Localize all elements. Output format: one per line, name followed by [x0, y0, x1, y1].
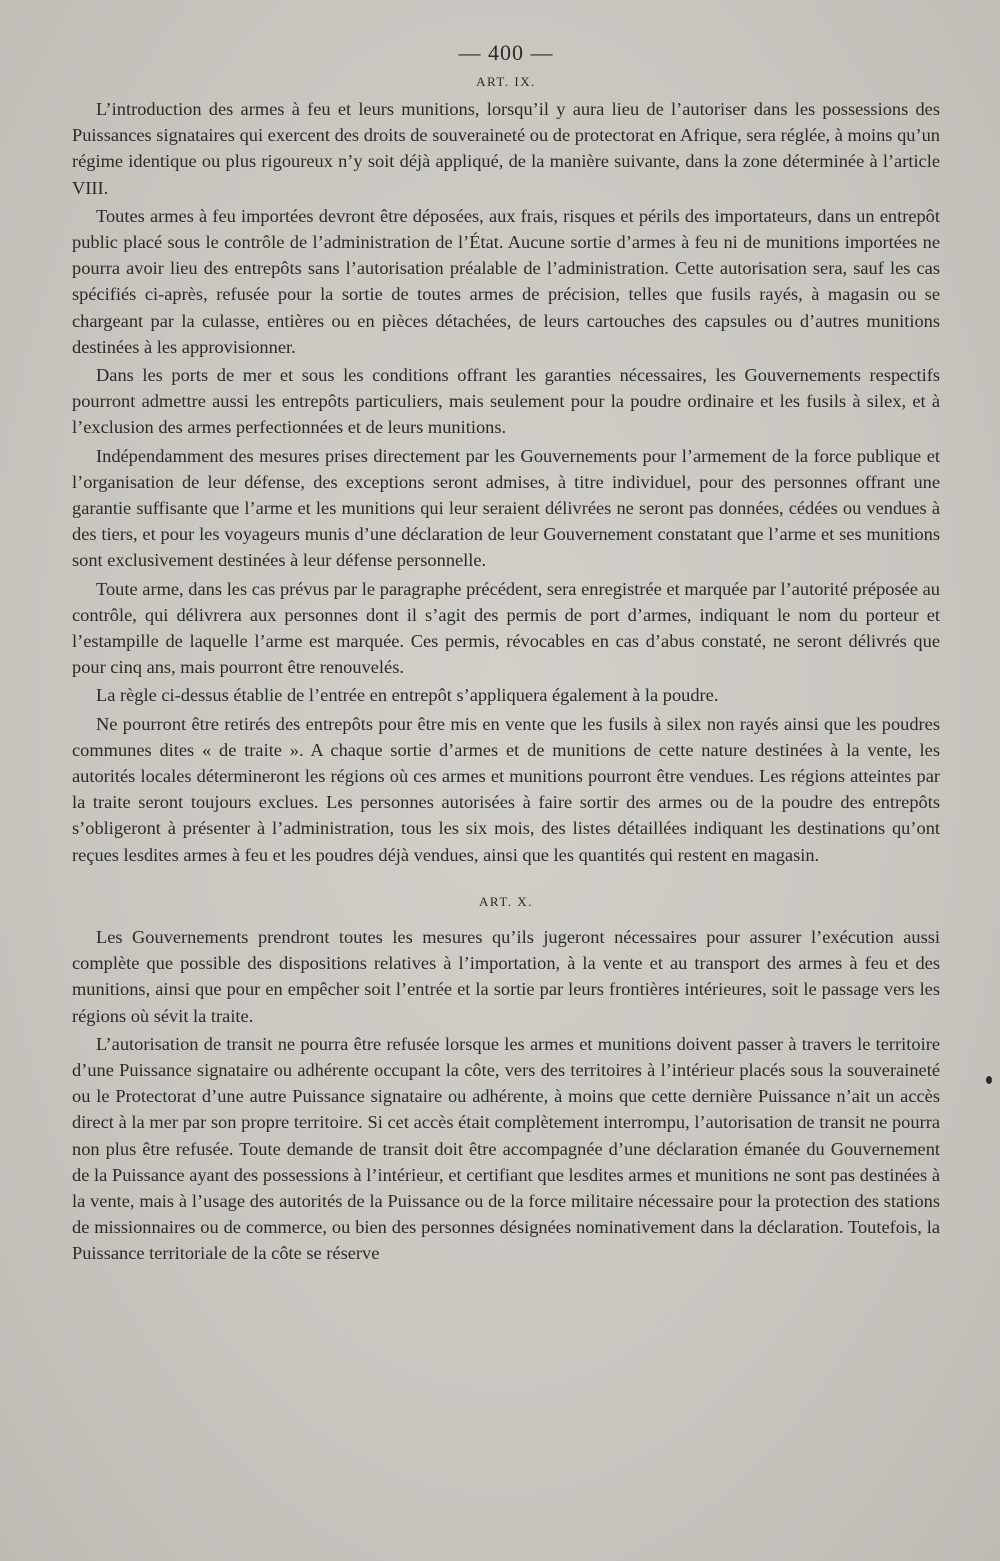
article-heading-ix: ART. IX.: [476, 74, 536, 89]
paragraph: L’autorisation de transit ne pourra être refusée lorsque les armes et munitions doivent passer à travers le territoire d’une Puissance signataire ou adhérente occupant la côte, vers des territoires à l’intérieur placés sous la souveraineté ou le Protectorat d’une autre Puissance signataire ou adhérente, à moins que cette dernière Puissance n’ait un accès direct à la mer par son propre territoire. Si cet accès était complètement interrompu, l’autorisation de transit ne pourra non plus être refusée. Toute demande de transit doit être accompagnée d’une déclaration émanée du Gouvernement de la Puissance ayant des possessions à l’intérieur, et certifiant que lesdites armes et munitions ne sont pas destinées à la vente, mais à l’usage des autorités de la Puissance ou de la force militaire nécessaire pour la protection des stations de missionnaires ou de commerce, ou bien des personnes désignées nominativement dans la déclaration. Toutefois, la Puissance territoriale de la côte se réserve: [72, 1033, 940, 1264]
book-page: [72, 38, 940, 1269]
paragraph: Ne pourront être retirés des entrepôts pour être mis en vente que les fusils à silex non rayés ainsi que les poudres communes dites « de traite ». A chaque sortie d’armes et de munitions de cette nature destinées à la vente, les autorités locales détermineront les régions où ces armes et munitions pourront être vendues. Les régions atteintes par la traite seront toujours exclues. Les personnes autorisées à faire sortir des armes ou de la poudre des entrepôts s’obligeront à présenter à l’administration, tous les six mois, des listes détaillées indiquant les destinations qu’ont reçues lesdites armes à feu et les poudres déjà vendues, ainsi que les quantités qui restent en magasin.: [72, 713, 940, 865]
paragraph: Dans les ports de mer et sous les conditions offrant les garanties nécessaires, les Gouvernements respectifs pourront admettre aussi les entrepôts particuliers, mais seulement pour la poudre ordinaire et les fusils à silex, et à l’exclusion des armes perfectionnées et de leurs munitions.: [72, 365, 940, 438]
ink-spot: [986, 1076, 992, 1084]
paragraph: Toutes armes à feu importées devront être déposées, aux frais, risques et périls des importateurs, dans un entrepôt public placé sous le contrôle de l’administration de l’État. Aucune sortie d’armes à feu ni de munitions importées ne pourra avoir lieu des entrepôts sans l’autorisation préalable de l’administration. Cette autorisation sera, sauf les cas spécifiés ci-après, refusée pour la sortie de toutes armes de précision, telles que fusils rayés, à magasin ou se chargeant par la culasse, entières ou en pièces détachées, de leurs cartouches des capsules ou d’autres munitions destinées à les approvisionner.: [72, 205, 940, 357]
paragraph: Indépendamment des mesures prises directement par les Gouvernements pour l’armement de la force publique et l’organisation de leur défense, des exceptions seront admises, à titre individuel, pour des personnes offrant une garantie suffisante que l’arme et les munitions qui leur seraient délivrées ne seront pas données, cédées ou vendues à des tiers, et pour les voyageurs munis d’une déclaration de leur Gouvernement constatant que l’arme et ses munitions sont exclusivement destinées à leur défense personnelle.: [72, 445, 940, 571]
paragraph: L’introduction des armes à feu et leurs munitions, lorsqu’il y aura lieu de l’autoriser dans les possessions des Puissances signataires qui exercent des droits de souveraineté ou de protectorat en Afrique, sera réglée, à moins qu’un régime identique ou plus rigoureux n’y soit déjà appliqué, de la manière suivante, dans la zone déterminée à l’article VIII.: [72, 99, 940, 198]
paragraph: Les Gouvernements prendront toutes les mesures qu’ils jugeront nécessaires pour assurer l’exécution aussi complète que possible des dispositions relatives à l’importation, à la vente et au transport des armes à feu et des munitions, ainsi que pour en empêcher soit l’entrée et la sortie par leurs frontières intérieures, soit le passage vers les régions où sévit la traite.: [72, 926, 940, 1026]
paragraph: Toute arme, dans les cas prévus par le paragraphe précédent, sera enregistrée et marquée par l’autorité préposée au contrôle, qui délivrera aux personnes dont il s’agit des permis de port d’armes, indiquant le nom du porteur et l’estampille de laquelle l’arme est marquée. Ces permis, révocables en cas d’abus constaté, ne seront délivrés que pour cinq ans, mais pourront être renouvelés.: [72, 578, 940, 678]
article-heading-x: ART. X.: [479, 893, 533, 909]
page-number: — 400 —: [458, 40, 554, 65]
paragraph: La règle ci-dessus établie de l’entrée en entrepôt s’appliquera également à la poudre.: [96, 685, 719, 706]
